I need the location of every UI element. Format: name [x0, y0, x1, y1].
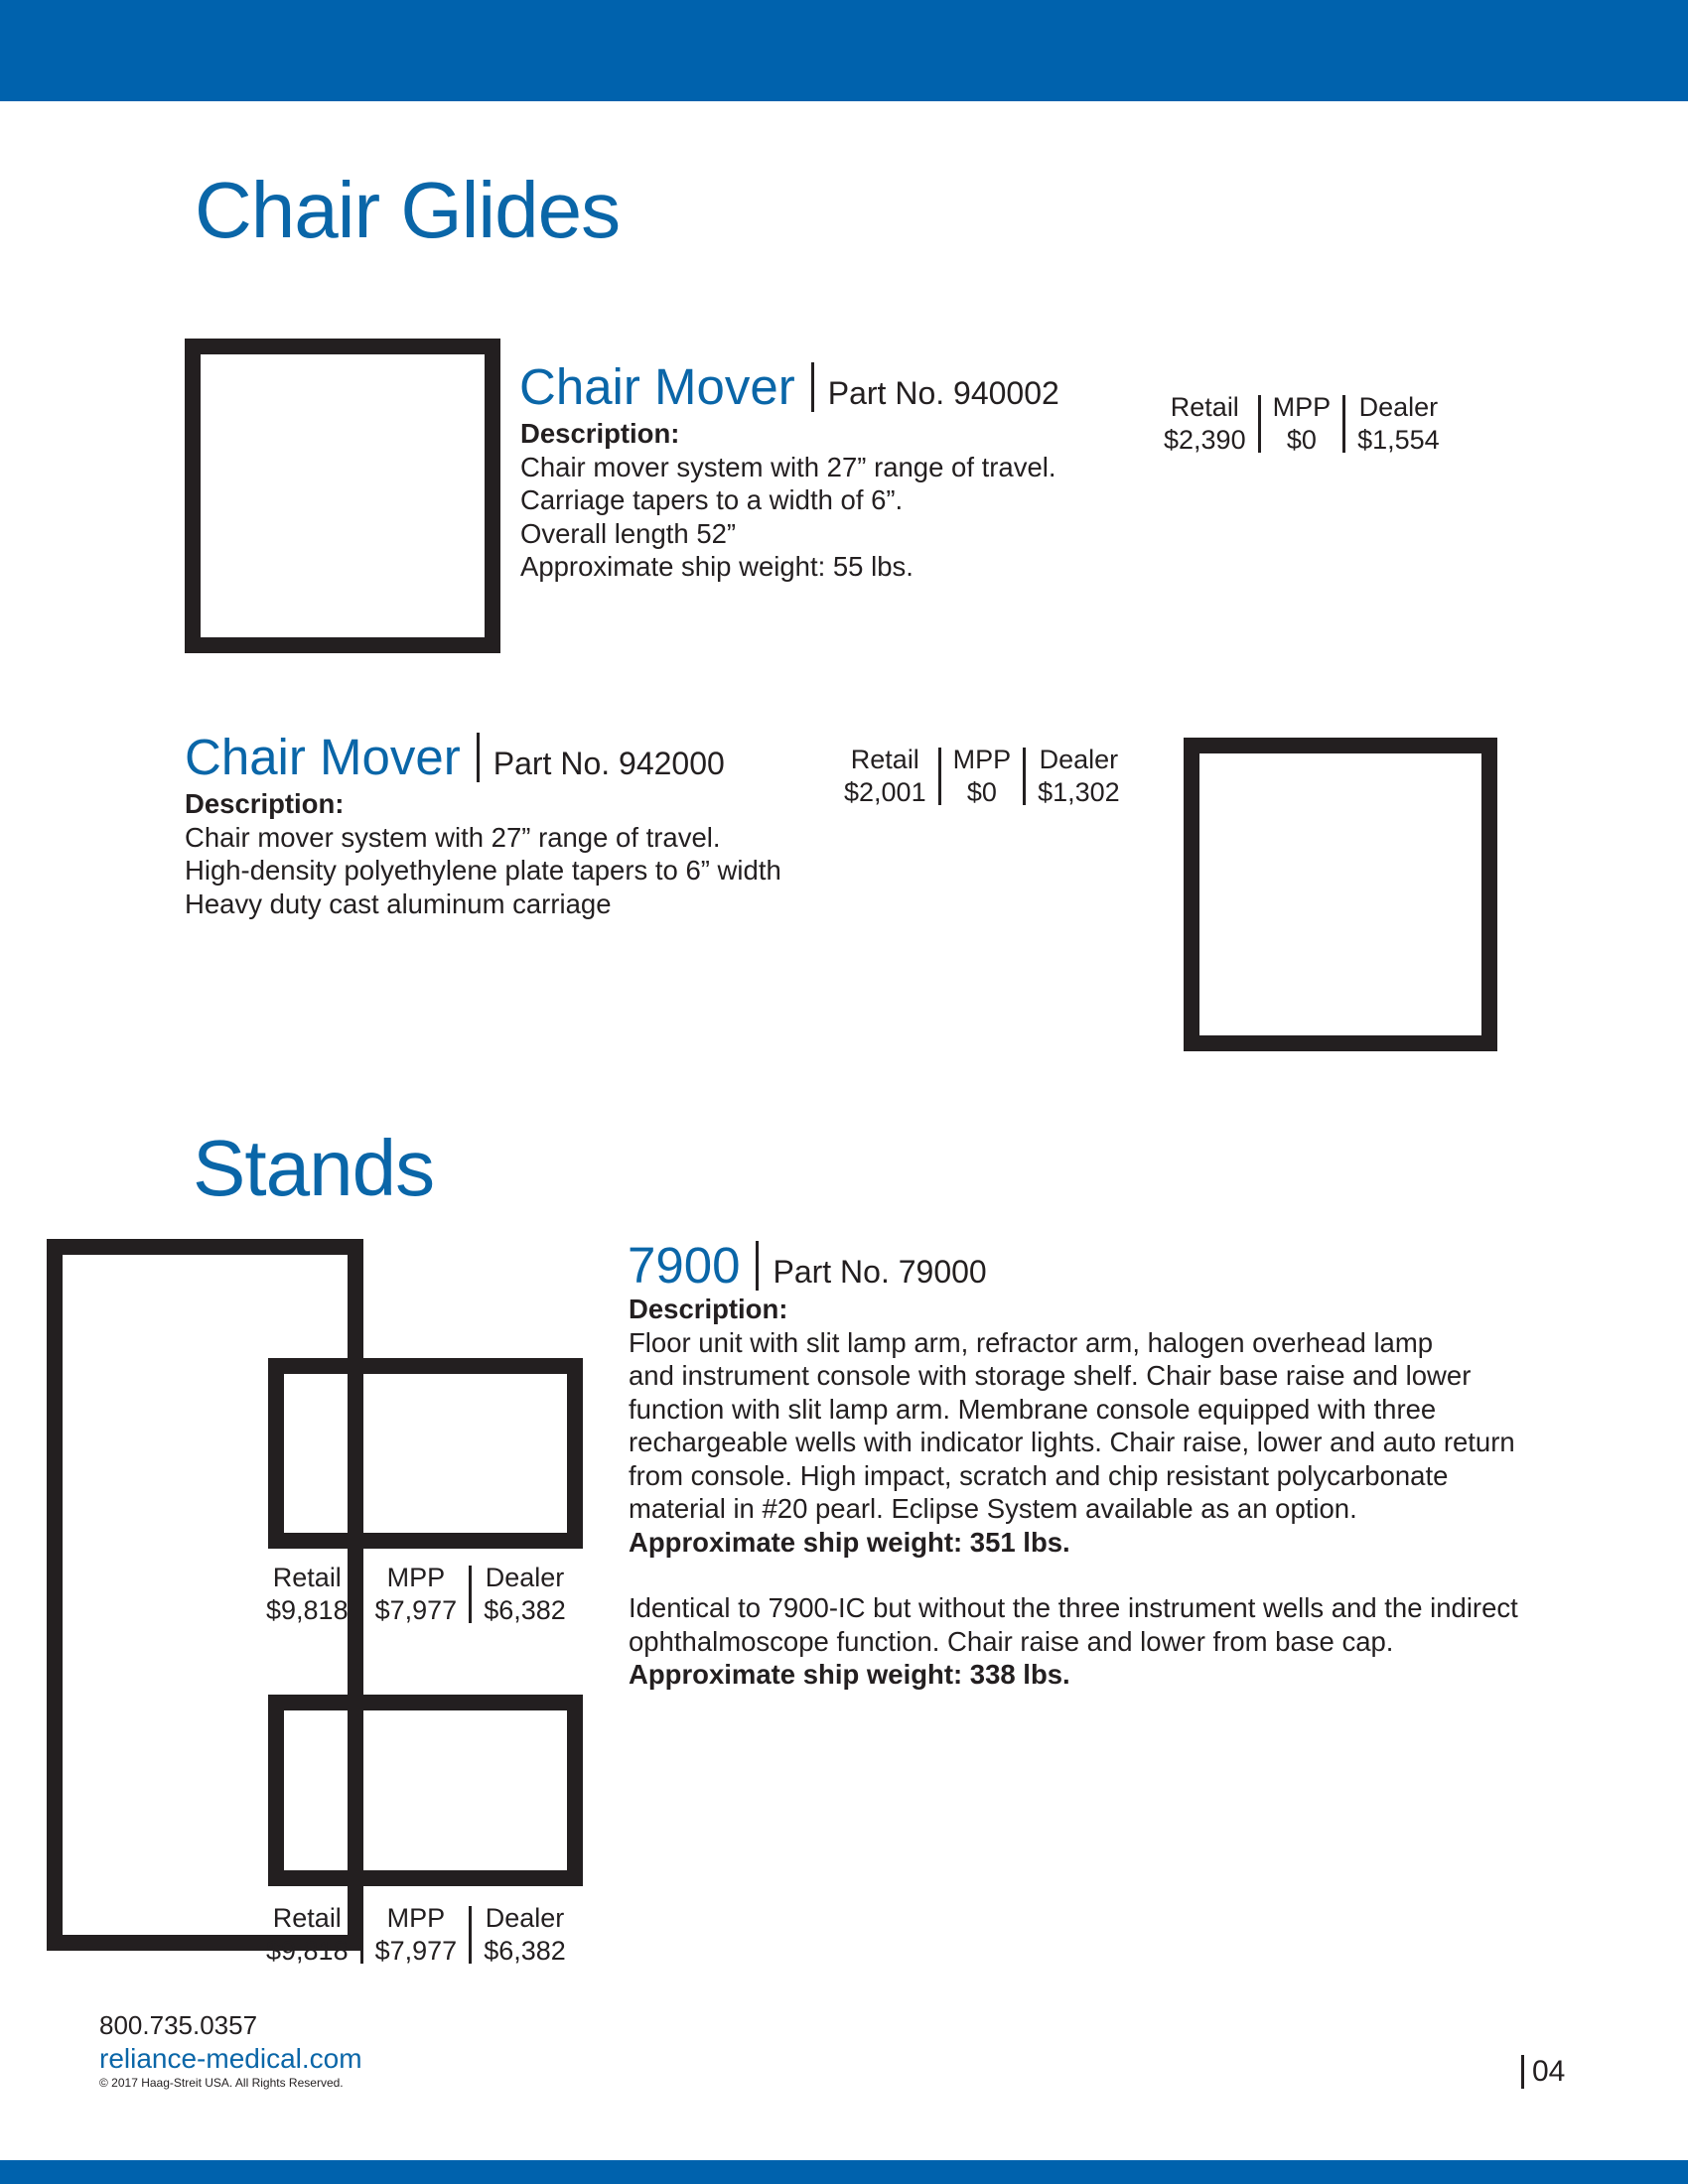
- divider: [477, 733, 480, 782]
- description-line: Chair mover system with 27” range of travel.: [185, 821, 721, 853]
- price-label: Dealer: [485, 1903, 565, 1933]
- divider: [811, 362, 814, 412]
- product-header-940002: [519, 358, 1059, 415]
- price-label: MPP: [386, 1903, 446, 1933]
- price-mpp: [363, 1902, 470, 1968]
- divider: [756, 1241, 759, 1291]
- section-title-chair-glides: Chair Glides: [195, 166, 621, 254]
- price-label: Retail: [272, 1563, 342, 1592]
- part-number: Part No. 940002: [827, 375, 1059, 411]
- page-number-value: 04: [1532, 2055, 1566, 2088]
- price-value: $9,818: [266, 1595, 349, 1625]
- section-title-stands: Stands: [193, 1124, 435, 1212]
- price-value: $0: [966, 777, 997, 807]
- price-label: MPP: [386, 1563, 446, 1592]
- price-mpp: [363, 1562, 470, 1627]
- product-description-79000: [629, 1293, 1518, 1692]
- ship-weight: Approximate ship weight: 351 lbs.: [629, 1526, 1070, 1558]
- price-table-942000: [844, 744, 1120, 809]
- product-header-79000: [628, 1237, 987, 1294]
- description-line: function with slit lamp arm. Membrane console equipped with three: [629, 1393, 1437, 1425]
- price-table-stand-b: [266, 1902, 566, 1968]
- description-line: High-density polyethylene plate tapers to 6” width: [185, 855, 781, 886]
- price-value: $1,302: [1038, 777, 1120, 807]
- price-value: $1,554: [1357, 425, 1440, 455]
- price-value: $7,977: [374, 1936, 458, 1966]
- footer-phone: 800.735.0357: [99, 2010, 258, 2040]
- description-label: Description:: [185, 788, 345, 819]
- price-label: MPP: [952, 745, 1012, 774]
- page-number-divider: [1521, 2055, 1524, 2089]
- product-image-placeholder-940002: [185, 339, 500, 653]
- product-name: Chair Mover: [185, 729, 461, 785]
- product-description-940002: [520, 417, 1056, 584]
- price-label: Dealer: [1039, 745, 1119, 774]
- price-mpp: [1261, 391, 1343, 457]
- footer-website-link[interactable]: reliance-medical.com: [99, 2043, 362, 2074]
- price-label: Retail: [850, 745, 919, 774]
- price-label: MPP: [1272, 392, 1332, 422]
- price-label: Retail: [1170, 392, 1239, 422]
- description-line: Chair mover system with 27” range of travel.: [520, 451, 1056, 482]
- price-value: $6,382: [484, 1595, 566, 1625]
- description-line: Heavy duty cast aluminum carriage: [185, 887, 612, 919]
- description-line: material in #20 pearl. Eclipse System available as an option.: [629, 1493, 1357, 1524]
- product-name: 7900: [628, 1237, 741, 1294]
- price-dealer: [1026, 744, 1120, 809]
- description-line: Carriage tapers to a width of 6”.: [520, 484, 904, 515]
- description-label: Description:: [520, 418, 680, 449]
- description-line: from console. High impact, scratch and chip resistant polycarbonate: [629, 1459, 1449, 1491]
- bottom-footer-band: [0, 2160, 1688, 2184]
- price-dealer: [472, 1902, 566, 1968]
- description-line: Identical to 7900-IC but without the three instrument wells and the indirect: [629, 1592, 1518, 1623]
- price-retail: [266, 1562, 360, 1627]
- stand-image-placeholder-small-b: [268, 1695, 583, 1886]
- footer-copyright: © 2017 Haag-Streit USA. All Rights Reserved.: [99, 2076, 344, 2090]
- product-description-942000: [185, 787, 781, 920]
- part-number: Part No. 79000: [773, 1254, 987, 1290]
- page-number: [1521, 2055, 1565, 2089]
- description-line: Approximate ship weight: 55 lbs.: [520, 551, 914, 582]
- description-line: rechargeable wells with indicator lights. Chair raise, lower and auto return: [629, 1427, 1515, 1457]
- price-label: Dealer: [485, 1563, 565, 1592]
- stand-image-placeholder-small-a: [268, 1358, 583, 1549]
- price-retail: [1164, 391, 1258, 457]
- top-header-band: [0, 0, 1688, 101]
- product-image-placeholder-942000: [1184, 738, 1497, 1051]
- ship-weight: Approximate ship weight: 338 lbs.: [629, 1659, 1070, 1690]
- price-table-940002: [1164, 391, 1440, 457]
- price-retail: [844, 744, 938, 809]
- price-table-stand-a: [266, 1562, 566, 1627]
- price-value: $0: [1286, 425, 1317, 455]
- price-retail: [266, 1902, 360, 1968]
- price-value: $6,382: [484, 1936, 566, 1966]
- product-header-942000: [185, 729, 725, 785]
- price-value: $9,818: [266, 1936, 349, 1966]
- description-line: Overall length 52”: [520, 517, 737, 549]
- price-mpp: [941, 744, 1024, 809]
- description-line: Floor unit with slit lamp arm, refractor arm, halogen overhead lamp: [629, 1326, 1434, 1358]
- price-label: Dealer: [1358, 392, 1439, 422]
- price-value: $2,001: [844, 777, 926, 807]
- description-line: ophthalmoscope function. Chair raise and lower from base cap.: [629, 1625, 1394, 1657]
- price-label: Retail: [272, 1903, 342, 1933]
- price-value: $2,390: [1164, 425, 1246, 455]
- description-label: Description:: [629, 1294, 788, 1324]
- price-dealer: [1345, 391, 1440, 457]
- product-name: Chair Mover: [519, 358, 795, 415]
- description-line: and instrument console with storage shelf. Chair base raise and lower: [629, 1360, 1472, 1391]
- part-number: Part No. 942000: [492, 746, 725, 781]
- paragraph-gap: [629, 1559, 1518, 1591]
- price-dealer: [472, 1562, 566, 1627]
- price-value: $7,977: [374, 1595, 458, 1625]
